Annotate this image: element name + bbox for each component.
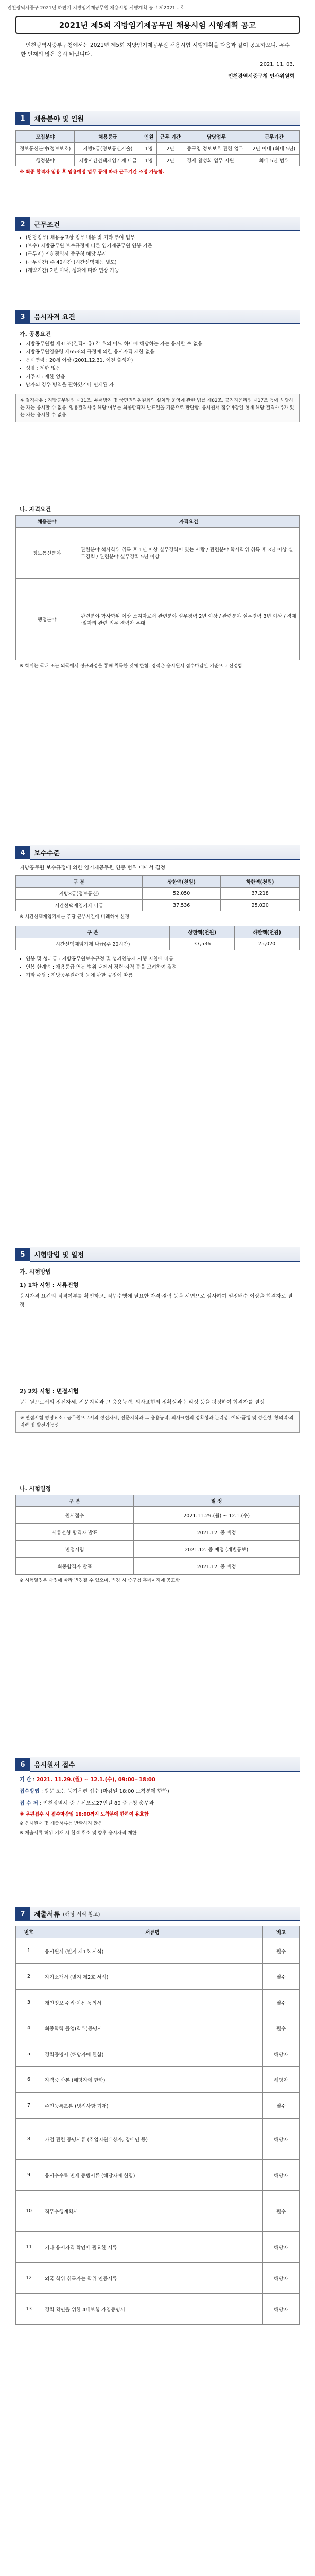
common-requirements-list [26, 340, 295, 389]
list-item: • 남자의 경우 병역을 필하였거나 면제된 자 [26, 381, 295, 389]
cell: 4 [16, 2015, 42, 2041]
subsection-title: 나. 자격요건 [20, 506, 51, 513]
disqualification-note: ※ 결격사유 : 지방공무원법 제31조, 부패방지 및 국민권익위원회의 설치와 운영에 관한 법률 제82조, 공직자윤리법 제17조 등에 해당하는 자는 응시할 수 없음. 임용결격사유 해당 여부는 최종합격자 발표일을 기준으로 판단함. 응시원서 접수마감일 현재 해당 결격사유가 있는 자는 응시할 수 없음. [15, 394, 300, 422]
section-title: 응시자격 요건 [30, 310, 300, 324]
section-note: ※ 학위는 국내 또는 외국에서 정규과정을 통해 취득한 것에 한함. 경력은 응시원서 접수마감일 기준으로 산정함. [20, 664, 244, 669]
table-header: 담당업무 [184, 131, 249, 143]
cell: 필수 [263, 2191, 300, 2232]
table-header: 구 분 [16, 1495, 134, 1507]
cell: 응시원서 (별지 제1호 서식) [42, 1938, 263, 1964]
cell: 37,218 [221, 888, 300, 900]
cell: 2년 [156, 155, 184, 166]
cell: 1명 [141, 155, 157, 166]
cell: 2년 이내 (최대 5년) [249, 143, 299, 155]
application-note: ※ 응시원서 및 제출서류는 반환하지 않음 [20, 1821, 102, 1826]
table-header: 상한액(천원) [170, 926, 235, 938]
part-time-salary-table [15, 926, 300, 950]
exam-stage-title: 1) 1차 시험 : 서류전형 [20, 1282, 79, 1289]
cell: 2021.12. 중 예정 [134, 1558, 300, 1575]
cell: 필수 [263, 2093, 300, 2119]
section-number: 1 [15, 112, 30, 125]
cell: 11 [16, 2232, 42, 2263]
section-title: 시험방법 및 일정 [30, 1247, 300, 1262]
salary-table [15, 875, 300, 911]
list-item: • 기타 수당 : 지방공무원수당 등에 관한 규정에 따름 [26, 972, 295, 980]
cell: 시간선택제임기제 나급(주 20시간) [16, 938, 170, 950]
cell: 37,536 [170, 938, 235, 950]
cell: 1 [16, 1938, 42, 1964]
cell: 해당자 [263, 2160, 300, 2191]
cell: 최대 5년 범위 [249, 155, 299, 166]
section-conditions [15, 216, 300, 277]
table-header: 근무기간 [249, 131, 299, 143]
cell: 해당자 [263, 2232, 300, 2263]
cell: 25,020 [221, 900, 300, 911]
period-value: 2021. 11.29.(월) ~ 12.1.(수), 09:00~18:00 [36, 1777, 155, 1783]
list-item: • 연봉 한계액 : 채용등급 연봉 범위 내에서 경력·자격 등을 고려하여 결정 [26, 963, 295, 972]
cell: 가점 관련 증명서류 (취업지원대상자, 장애인 등) [42, 2119, 263, 2160]
cell: 원서접수 [16, 1507, 134, 1524]
cell: 해당자 [263, 2119, 300, 2160]
cell: 관련분야 학사학위 이상 소지자로서 관련분야 실무경력 2년 이상 / 관련분야 실무경력 3년 이상 / 경제·일자리 관련 업무 경력자 우대 [78, 579, 300, 660]
section-salary [15, 845, 300, 982]
list-item: • (계약기간) 2년 이내, 성과에 따라 연장 가능 [26, 267, 295, 275]
section-note: ※ 최종 합격자 임용 후 임용예정 업무 등에 따라 근무기간 조정 가능함. [20, 170, 165, 175]
cell: 필수 [263, 1938, 300, 1964]
table-header: 채용분야 [16, 516, 78, 528]
section-title: 근무조건 [30, 217, 300, 231]
table-header: 일 정 [134, 1495, 300, 1507]
table-row [16, 2015, 300, 2041]
cell: 해당자 [263, 2041, 300, 2067]
place-label: 접 수 처 [20, 1801, 38, 1806]
table-row [16, 2041, 300, 2067]
recruitment-table [15, 130, 300, 166]
cell: 52,050 [143, 888, 221, 900]
cell: 개인정보 수집·이용 동의서 [42, 1990, 263, 2015]
list-item: • (담당업무) 채용공고상 업무 내용 및 기타 부여 업무 [26, 234, 295, 242]
method-value: 방문 또는 등기우편 접수 (마감일 18:00 도착분에 한함) [44, 1789, 169, 1794]
list-item: • 성별 : 제한 없음 [26, 365, 295, 373]
table-row [16, 888, 300, 900]
table-header: 인원 [141, 131, 157, 143]
section-note: ※ 시간선택제임기제는 주당 근무시간에 비례하여 산정 [20, 914, 130, 920]
cell: 기타 응시자격 확인에 필요한 서류 [42, 2232, 263, 2263]
cell: 2021.12. 중 예정 [134, 1524, 300, 1541]
exam-stage-title: 2) 2차 시험 : 면접시험 [20, 1388, 79, 1395]
exam-stage-text: 응시자격 요건의 적격여부를 확인하고, 직무수행에 필요한 자격·경력 등을 서면으로 심사하여 일정배수 이상을 합격자로 결정 [20, 1294, 293, 1308]
table-header: 비고 [263, 1926, 300, 1938]
table-row [16, 2232, 300, 2263]
section-number: 4 [15, 846, 30, 859]
table-row [16, 1507, 300, 1524]
cell: 필수 [263, 2015, 300, 2041]
cell: 최종학력 졸업(학위)증명서 [42, 2015, 263, 2041]
section-title: 보수수준 [30, 845, 300, 860]
cell: 지방8급(정보통신) [16, 888, 143, 900]
application-note: ※ 제출서류 허위 기재 시 합격 취소 및 향후 응시자격 제한 [20, 1831, 137, 1836]
section-number: 7 [15, 1907, 30, 1921]
section-eligibility [15, 309, 300, 672]
cell: 2년 [156, 143, 184, 155]
section-title: 채용분야 및 인원 [30, 111, 300, 126]
table-row [16, 2294, 300, 2325]
table-row [16, 1964, 300, 1990]
cell: 경력증명서 (해당자에 한함) [42, 2041, 263, 2067]
cell: 행정분야 [16, 579, 78, 660]
cell: 10 [16, 2191, 42, 2232]
table-header: 근무 기간 [156, 131, 184, 143]
salary-list [26, 955, 295, 980]
cell: 중구청 정보보호 관련 업무 [184, 143, 249, 155]
exam-stage-text: 공무원으로서의 정신자세, 전문지식과 그 응용능력, 의사표현의 정확성과 논리성 등을 평정하여 합격자를 결정 [20, 1400, 265, 1405]
period-label: 기 간 [20, 1777, 31, 1783]
list-item: • (근무지) 인천광역시 중구청 해당 부서 [26, 250, 295, 259]
table-header: 하한액(천원) [221, 876, 300, 888]
table-row [16, 2263, 300, 2294]
table-row [16, 1990, 300, 2015]
table-header: 상한액(천원) [143, 876, 221, 888]
subsection-title: 나. 시험일정 [20, 1485, 51, 1492]
cell: 해당자 [263, 2294, 300, 2325]
section-number: 2 [15, 217, 30, 231]
section-number: 3 [15, 310, 30, 324]
cell: 자격증 사본 (해당자에 한함) [42, 2067, 263, 2093]
section-recruitment [15, 111, 300, 178]
application-note: ※ 우편접수 시 접수마감일 18:00까지 도착분에 한하여 유효함 [20, 1812, 149, 1817]
cell: 경력 확인을 위한 4대보험 가입증명서 [42, 2294, 263, 2325]
table-header: 모집분야 [16, 131, 75, 143]
cell: 시간선택제임기제 나급 [16, 900, 143, 911]
cell: 정보통신분야(정보보호) [16, 143, 75, 155]
section-subtitle: (해당 서식 참고) [63, 1911, 100, 1918]
list-item: • 거주지 : 제한 없음 [26, 373, 295, 381]
documents-table [15, 1926, 300, 2325]
section-title: 제출서류 [34, 1910, 60, 1919]
table-header: 구 분 [16, 926, 170, 938]
cell: 2 [16, 1964, 42, 1990]
list-item: • 지방공무원임용령 제65조의 규정에 의한 응시자격 제한 없음 [26, 348, 295, 357]
list-item: • (보수) 지방공무원 보수규정에 따른 임기제공무원 연봉 기준 [26, 242, 295, 250]
list-item: • 지방공무원법 제31조(결격사유) 각 호의 어느 하나에 해당하는 자는 응시할 수 없음 [26, 340, 295, 348]
cell: 25,020 [235, 938, 300, 950]
list-item: • (근무시간) 주 40시간 (시간선택제는 별도) [26, 259, 295, 267]
cell: 필수 [263, 1990, 300, 2015]
cell: 8 [16, 2119, 42, 2160]
section-number: 6 [15, 1758, 30, 1771]
cell: 자기소개서 (별지 제2호 서식) [42, 1964, 263, 1990]
cell: 정보통신분야 [16, 528, 78, 579]
table-row [16, 1938, 300, 1964]
conditions-list [26, 234, 295, 275]
table-row [16, 1524, 300, 1541]
table-row [16, 2191, 300, 2232]
cell: 주민등록초본 (병적사항 기재) [42, 2093, 263, 2119]
table-row [16, 143, 300, 155]
table-header: 하한액(천원) [235, 926, 300, 938]
section-application: 6 응시원서 접수 기 간 : 2021. 11.29.(월) ~ 12.1.(수), 09:00~18:00 접수방법 : 방문 또는 등기우편 접수 (마감일 18:00 도착분에 한함) 접 수 처 : 인천광역시 중구 신포로27번길 80 중구청 총무과 ※ 우편접수 시 접수마감일 18:00까지 도착분에 한하여 유효함 ※ 응시원서 및 제출서류는 반환하지 않음 ※ 제출서류 허위 기재 시 합격 취소 및 향후 응시자격 제한 [15, 1757, 300, 1839]
table-row [16, 528, 300, 579]
table-header: 자격요건 [78, 516, 300, 528]
section-documents [15, 1906, 300, 2325]
table-header: 채용등급 [75, 131, 141, 143]
qualification-table [15, 515, 300, 660]
cell: 1명 [141, 143, 157, 155]
cell: 지방8급(정보통신기술) [75, 143, 141, 155]
cell: 직무수행계획서 [42, 2191, 263, 2232]
section-note: ※ 시험일정은 사정에 따라 변경될 수 있으며, 변경 시 중구청 홈페이지에 공고함 [20, 1578, 180, 1583]
cell: 해당자 [263, 2263, 300, 2294]
intro-text: 인천광역시중부구청에서는 2021년 제5회 지방임기제공무원 채용시험 시행계획을 다음과 같이 공고하오니, 우수한 인재의 많은 응시 바랍니다. [21, 42, 290, 57]
header-line: 인천광역시중구 2021년 하반기 지방임기제공무원 채용시험 시행계획 공고 제2021 - 호 [7, 6, 185, 11]
cell: 해당자 [263, 2067, 300, 2093]
method-label: 접수방법 [20, 1789, 40, 1794]
table-header: 서류명 [42, 1926, 263, 1938]
table-row [16, 1541, 300, 1558]
cell: 7 [16, 2093, 42, 2119]
table-row [16, 2119, 300, 2160]
cell: 외국 학위 취득자는 학위 인증서류 [42, 2263, 263, 2294]
section-exam [15, 1247, 300, 1586]
section-title: 응시원서 접수 [30, 1757, 300, 1772]
table-row [16, 2093, 300, 2119]
list-item: • 연봉 및 성과급 : 지방공무원보수규정 및 성과연봉제 시행 지침에 따름 [26, 955, 295, 963]
list-item: • 응시연령 : 20세 이상 (2001.12.31. 이전 출생자) [26, 357, 295, 365]
table-row [16, 2160, 300, 2191]
table-row [16, 1558, 300, 1575]
cell: 3 [16, 1990, 42, 2015]
subsection-title: 가. 공통요건 [20, 331, 51, 337]
schedule-table [15, 1495, 300, 1575]
salary-text: 지방공무원 보수규정에 의한 임기제공무원 연봉 범위 내에서 결정 [20, 865, 166, 871]
cell: 5 [16, 2041, 42, 2067]
cell: 12 [16, 2263, 42, 2294]
table-row [16, 900, 300, 911]
table-row [16, 579, 300, 660]
cell: 최종합격자 발표 [16, 1558, 134, 1575]
cell: 필수 [263, 1964, 300, 1990]
cell: 6 [16, 2067, 42, 2093]
cell: 관련분야 석사학위 취득 후 1년 이상 실무경력이 있는 사람 / 관련분야 학사학위 취득 후 3년 이상 실무경력 / 관련분야 실무경력 5년 이상 [78, 528, 300, 579]
section-number: 5 [15, 1248, 30, 1261]
table-row [16, 155, 300, 166]
cell: 면접시험 [16, 1541, 134, 1558]
cell: 2021.11.29.(월) ~ 12.1.(수) [134, 1507, 300, 1524]
notice-title: 2021년 제5회 지방임기제공무원 채용시험 시행계획 공고 [15, 16, 300, 34]
notice-date: 2021. 11. 03. [260, 62, 294, 67]
subsection-title: 가. 시험방법 [20, 1268, 51, 1275]
cell: 서류전형 합격자 발표 [16, 1524, 134, 1541]
cell: 행정분야 [16, 155, 75, 166]
cell: 응시수수료 면제 증빙서류 (해당자에 한함) [42, 2160, 263, 2191]
cell: 경제 활성화 업무 지원 [184, 155, 249, 166]
cell: 13 [16, 2294, 42, 2325]
cell: 지방시간선택제임기제 나급 [75, 155, 141, 166]
table-header: 번호 [16, 1926, 42, 1938]
issuing-org: 인천광역시중구청 인사위원회 [227, 74, 294, 79]
interview-note: ※ 면접시험 평정요소 : 공무원으로서의 정신자세, 전문지식과 그 응용능력, 의사표현의 정확성과 논리성, 예의·품행 및 성실성, 창의력·의지력 및 발전가능성 [15, 1411, 300, 1433]
table-row [16, 2067, 300, 2093]
cell: 37,536 [143, 900, 221, 911]
place-value: 인천광역시 중구 신포로27번길 80 중구청 총무과 [43, 1801, 154, 1806]
cell: 2021.12. 중 예정 (개별통보) [134, 1541, 300, 1558]
cell: 9 [16, 2160, 42, 2191]
table-row [16, 938, 300, 950]
table-header: 구 분 [16, 876, 143, 888]
